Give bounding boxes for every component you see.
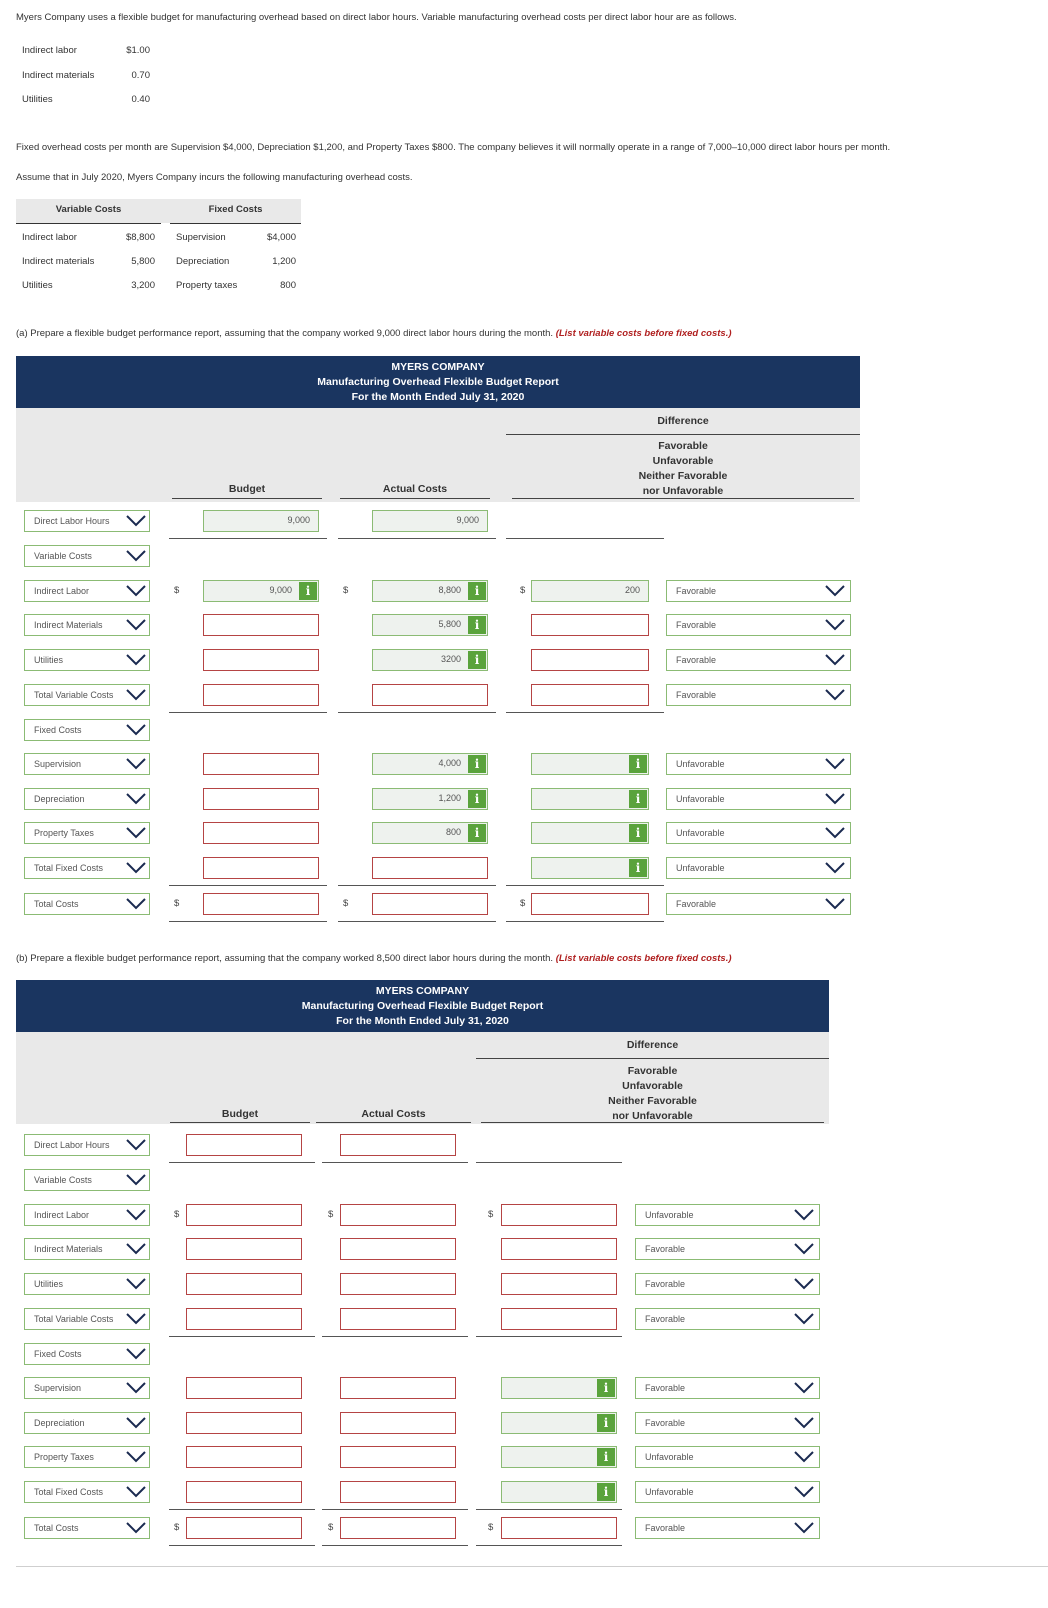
rate-value: 0.40 [131,94,150,105]
row-label-text: Supervision [34,1383,82,1393]
chevron-down-icon[interactable] [124,1449,148,1470]
row-label-text: Variable Costs [34,1175,92,1185]
chevron-down-icon[interactable] [124,583,148,604]
row-label-text: Indirect Labor [34,586,90,596]
row-label-text: Depreciation [34,1418,85,1428]
divider [512,498,854,499]
row-label-text: Direct Labor Hours [34,1140,110,1150]
diff-input[interactable] [501,1204,617,1226]
divider [16,223,161,224]
status-value: Unfavorable [645,1487,694,1497]
part-b-report-header [16,980,829,1032]
info-icon[interactable]: i [597,1379,615,1397]
divider [322,1509,468,1510]
row-label-text: Total Fixed Costs [34,863,104,873]
divider [172,498,322,499]
divider [169,1336,315,1337]
row-label-text: Utilities [34,1279,64,1289]
report-period: For the Month Ended July 31, 2020 [351,391,525,403]
row-label-text: Total Variable Costs [34,1314,114,1324]
budget-input[interactable] [203,893,319,915]
actual-input[interactable] [372,684,488,706]
row-label-text: Variable Costs [34,551,92,561]
budget-input[interactable] [186,1134,302,1156]
budget-input[interactable] [186,1204,302,1226]
actual-input[interactable] [340,1308,456,1330]
chevron-down-icon[interactable] [124,652,148,673]
divider [476,1058,829,1059]
chevron-down-icon[interactable] [823,791,847,812]
currency-symbol: $ [343,898,349,909]
diff-input[interactable] [531,893,649,915]
part-a-instruction [16,328,732,339]
divider [340,498,490,499]
chevron-down-icon[interactable] [823,825,847,846]
currency-symbol: $ [520,585,526,596]
actual-input[interactable]: 9,000 [372,510,488,532]
info-icon[interactable]: i [299,582,317,600]
chevron-down-icon[interactable] [124,1207,148,1228]
chevron-down-icon[interactable] [823,756,847,777]
status-value: Favorable [676,655,717,665]
neither-text: nor Unfavorable [642,485,724,497]
divider [169,712,327,713]
chevron-down-icon[interactable] [792,1380,816,1401]
chevron-down-icon[interactable] [124,722,148,743]
chevron-down-icon[interactable] [124,1311,148,1332]
budget-input[interactable] [186,1517,302,1539]
actual-input[interactable]: 800 [372,822,488,844]
cost-value: $8,800 [125,232,155,243]
status-value: Unfavorable [645,1210,694,1220]
chevron-down-icon[interactable] [823,860,847,881]
cost-value: 3,200 [131,280,155,291]
budget-input[interactable] [186,1238,302,1260]
row-label-text: Utilities [34,655,64,665]
row-label-text: Total Variable Costs [34,690,114,700]
actual-input[interactable] [372,857,488,879]
budget-input[interactable] [186,1412,302,1434]
budget-header: Budget [228,483,266,495]
info-icon[interactable]: i [629,755,647,773]
chevron-down-icon[interactable] [792,1276,816,1297]
rate-label: Utilities [22,94,53,105]
row-label-text: Property Taxes [34,1452,94,1462]
divider [506,885,664,886]
status-value: Favorable [676,690,717,700]
neither-text: Neither Favorable [638,470,728,482]
divider [322,1336,468,1337]
budget-input[interactable] [203,788,319,810]
currency-symbol: $ [174,1522,180,1533]
actual-header: Actual Costs [382,483,448,495]
info-icon[interactable]: i [468,755,486,773]
divider [16,1566,1048,1567]
chevron-down-icon[interactable] [124,1415,148,1436]
info-icon[interactable]: i [468,824,486,842]
budget-header: Budget [221,1108,259,1120]
status-value: Favorable [645,1279,686,1289]
currency-symbol: $ [328,1522,334,1533]
chevron-down-icon[interactable] [124,756,148,777]
chevron-down-icon[interactable] [792,1311,816,1332]
chevron-down-icon[interactable] [124,1520,148,1541]
chevron-down-icon[interactable] [823,652,847,673]
chevron-down-icon[interactable] [124,896,148,917]
divider [481,1122,824,1123]
actual-input[interactable]: 1,200 [372,788,488,810]
status-value: Unfavorable [676,863,725,873]
info-icon[interactable]: i [629,824,647,842]
currency-symbol: $ [174,898,180,909]
chevron-down-icon[interactable] [124,825,148,846]
intro-text: Myers Company uses a flexible budget for manufacturing overhead based on direct labor hours. Variable manufacturing overhead costs per direct labor hour are as follows. [16,12,737,23]
status-value: Unfavorable [676,794,725,804]
status-value: Unfavorable [645,1452,694,1462]
var-costs-header: Variable Costs [55,204,122,215]
status-value: Favorable [645,1244,686,1254]
currency-symbol: $ [343,585,349,596]
currency-symbol: $ [520,898,526,909]
part-a-instruction-text: (a) Prepare a flexible budget performance report, assuming that the company worked 9,000 direct labor hours during the month. [16,328,554,339]
chevron-down-icon[interactable] [792,1520,816,1541]
chevron-down-icon[interactable] [124,1276,148,1297]
company-name: MYERS COMPANY [375,985,470,997]
actual-input[interactable]: 8,800 [372,580,488,602]
chevron-down-icon[interactable] [124,860,148,881]
divider [170,223,301,224]
chevron-down-icon[interactable] [792,1241,816,1262]
cost-value: $4,000 [266,232,296,243]
budget-input[interactable] [203,822,319,844]
info-icon[interactable]: i [629,790,647,808]
currency-symbol: $ [488,1209,494,1220]
cost-label: Indirect materials [22,256,95,267]
favorable-text: Favorable [658,440,708,452]
divider [322,1545,468,1546]
divider [476,1336,622,1337]
chevron-down-icon[interactable] [124,791,148,812]
divider [169,1162,315,1163]
rate-label: Indirect labor [22,45,77,56]
status-value: Unfavorable [676,828,725,838]
row-label-text: Property Taxes [34,828,94,838]
diff-input[interactable] [531,684,649,706]
row-label-text: Depreciation [34,794,85,804]
budget-input[interactable] [203,753,319,775]
rate-label: Indirect materials [22,70,95,81]
info-icon[interactable]: i [468,582,486,600]
row-label-text: Indirect Materials [34,620,103,630]
cost-label: Utilities [22,280,53,291]
divider [476,1162,622,1163]
company-name: MYERS COMPANY [391,361,485,373]
chevron-down-icon[interactable] [124,1484,148,1505]
info-icon[interactable]: i [597,1414,615,1432]
chevron-down-icon[interactable] [792,1449,816,1470]
info-icon[interactable]: i [597,1448,615,1466]
divider [506,538,664,539]
neither-text: nor Unfavorable [612,1110,693,1122]
fixed-costs-header: Fixed Costs [208,204,263,215]
divider [338,538,496,539]
chevron-down-icon[interactable] [124,617,148,638]
cost-label: Indirect labor [22,232,77,243]
diff-input[interactable] [501,1273,617,1295]
chevron-down-icon[interactable] [792,1415,816,1436]
divider [506,712,664,713]
report-title: Manufacturing Overhead Flexible Budget Report [301,1000,544,1012]
status-value: Favorable [676,586,717,596]
actual-header: Actual Costs [361,1108,426,1120]
budget-input[interactable]: 9,000 [203,580,319,602]
chevron-down-icon[interactable] [823,583,847,604]
actual-input[interactable] [372,893,488,915]
chevron-down-icon[interactable] [823,687,847,708]
status-value: Favorable [645,1383,686,1393]
actual-input[interactable] [340,1412,456,1434]
budget-input[interactable] [203,857,319,879]
unfavorable-text: Unfavorable [622,1080,683,1092]
status-value: Favorable [645,1314,686,1324]
actual-input[interactable]: 5,800 [372,614,488,636]
currency-symbol: $ [174,1209,180,1220]
actual-input[interactable]: 3200 [372,649,488,671]
actual-input[interactable] [340,1377,456,1399]
unfavorable-text: Unfavorable [652,455,714,467]
budget-input[interactable] [203,614,319,636]
cost-value: 1,200 [272,256,296,267]
actual-input[interactable] [340,1273,456,1295]
row-label-text: Total Costs [34,899,79,909]
diff-input[interactable] [501,1517,617,1539]
row-label-text: Total Costs [34,1523,79,1533]
row-label-text: Fixed Costs [34,1349,82,1359]
budget-input[interactable] [203,684,319,706]
difference-subheader [506,439,860,499]
part-b-instruction [16,953,732,964]
info-icon[interactable]: i [468,790,486,808]
budget-input[interactable] [203,649,319,671]
budget-input[interactable] [186,1481,302,1503]
cost-label: Property taxes [176,280,238,291]
row-label-text: Fixed Costs [34,725,82,735]
info-icon[interactable]: i [597,1483,615,1501]
part-b-hint: (List variable costs before fixed costs.) [555,953,732,964]
row-label-text: Indirect Materials [34,1244,103,1254]
currency-symbol: $ [328,1209,334,1220]
divider [169,921,327,922]
actual-input[interactable] [340,1446,456,1468]
divider [169,538,327,539]
actual-input[interactable] [340,1238,456,1260]
budget-input[interactable] [186,1377,302,1399]
neither-text: Neither Favorable [608,1095,697,1107]
chevron-down-icon[interactable] [124,1346,148,1367]
divider [316,1122,471,1123]
rate-value: $1.00 [126,45,150,56]
row-label-text: Supervision [34,759,82,769]
chevron-down-icon[interactable] [124,1137,148,1158]
chevron-down-icon[interactable] [792,1484,816,1505]
actual-input[interactable] [340,1481,456,1503]
divider [476,1545,622,1546]
diff-input[interactable] [531,649,649,671]
currency-symbol: $ [488,1522,494,1533]
chevron-down-icon[interactable] [124,1172,148,1193]
status-value: Favorable [676,899,717,909]
rate-value: 0.70 [131,70,150,81]
report-title: Manufacturing Overhead Flexible Budget Report [317,376,559,388]
part-a-hint: (List variable costs before fixed costs.) [555,328,732,339]
divider [338,712,496,713]
cost-value: 5,800 [131,256,155,267]
actual-input[interactable] [340,1134,456,1156]
currency-symbol: $ [174,585,180,596]
chevron-down-icon[interactable] [124,513,148,534]
assume-text: Assume that in July 2020, Myers Company incurs the following manufacturing overhead costs. [16,172,413,183]
status-value: Unfavorable [676,759,725,769]
row-label-text: Total Fixed Costs [34,1487,104,1497]
diff-input[interactable] [501,1308,617,1330]
divider [169,1545,315,1546]
favorable-text: Favorable [627,1065,678,1077]
budget-input[interactable] [186,1308,302,1330]
divider [169,885,327,886]
part-b-instruction-text: (b) Prepare a flexible budget performance report, assuming that the company worked 8,500 direct labor hours during the month. [16,953,554,964]
chevron-down-icon[interactable] [792,1207,816,1228]
row-label-text: Indirect Labor [34,1210,90,1220]
divider [338,885,496,886]
actual-input[interactable] [340,1517,456,1539]
chevron-down-icon[interactable] [823,896,847,917]
status-value: Favorable [645,1418,686,1428]
report-period: For the Month Ended July 31, 2020 [336,1015,509,1027]
chevron-down-icon[interactable] [124,687,148,708]
divider [506,921,664,922]
difference-subheader [476,1064,829,1124]
info-icon[interactable]: i [468,651,486,669]
divider [170,1122,310,1123]
info-icon[interactable]: i [629,859,647,877]
info-icon[interactable]: i [468,616,486,634]
chevron-down-icon[interactable] [823,617,847,638]
chevron-down-icon[interactable] [124,1380,148,1401]
cost-label: Depreciation [176,256,230,267]
chevron-down-icon[interactable] [124,548,148,569]
divider [506,434,860,435]
part-a-report-header [16,356,860,408]
divider [322,1162,468,1163]
status-value: Favorable [645,1523,686,1533]
difference-header: Difference [626,1039,679,1051]
divider [169,1509,315,1510]
status-value: Favorable [676,620,717,630]
cost-value: 800 [280,280,296,291]
divider [476,1509,622,1510]
budget-input[interactable] [186,1273,302,1295]
budget-input[interactable]: 9,000 [203,510,319,532]
fixed-costs-text: Fixed overhead costs per month are Supervision $4,000, Depreciation $1,200, and Property Taxes $800. The company believes it will normally operate in a range of 7,000–10,000 direct labor hours per month. [16,142,891,153]
cost-label: Supervision [176,232,226,243]
diff-input[interactable] [531,614,649,636]
row-label-text: Direct Labor Hours [34,516,110,526]
actual-input[interactable] [340,1204,456,1226]
diff-input[interactable] [501,1238,617,1260]
diff-input[interactable]: 200 [531,580,649,602]
difference-header: Difference [657,415,709,427]
actual-input[interactable]: 4,000 [372,753,488,775]
budget-input[interactable] [186,1446,302,1468]
chevron-down-icon[interactable] [124,1241,148,1262]
divider [338,921,496,922]
